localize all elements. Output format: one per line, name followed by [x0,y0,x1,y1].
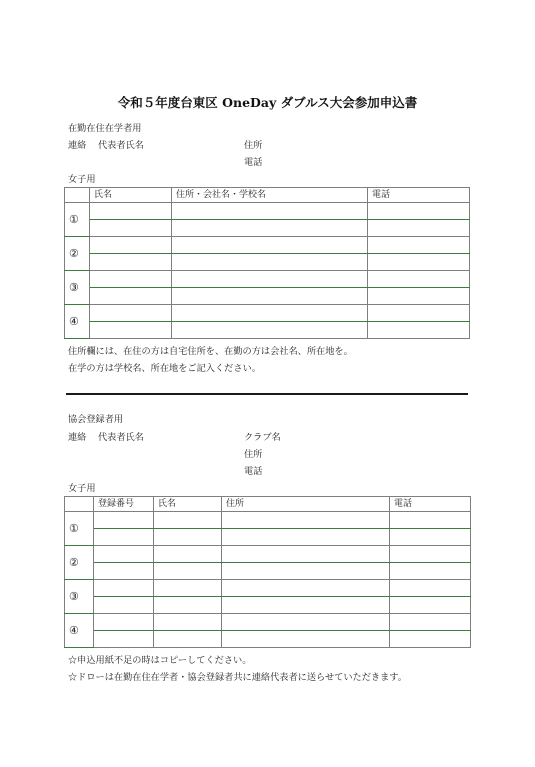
address-cell[interactable] [172,305,368,322]
name-cell[interactable] [90,271,172,288]
name-cell[interactable] [90,288,172,305]
section1-address-label: 住所 [244,140,263,151]
address-cell[interactable] [172,203,368,220]
phone-cell[interactable] [390,614,471,631]
header-blank [65,188,90,203]
phone-cell[interactable] [390,631,471,648]
header-name: 氏名 [154,497,222,512]
header-address: 住所 [222,497,390,512]
section2-table [64,496,471,648]
section2-contact-label: 連絡 [68,432,87,443]
section1-phone-label: 電話 [244,157,263,168]
section1-rep-label: 代表者氏名 [98,140,144,151]
phone-cell[interactable] [368,203,470,220]
row-number-1: ① [65,512,94,546]
section1-contact-label: 連絡 [68,140,87,151]
section-divider [66,393,468,395]
section2-address-label: 住所 [244,449,263,460]
phone-cell[interactable] [390,529,471,546]
address-cell[interactable] [222,631,390,648]
row-number-1: ① [65,203,90,237]
phone-cell[interactable] [390,580,471,597]
address-cell[interactable] [172,271,368,288]
section1-note-2: 在学の方は学校名、所在地をご記入ください。 [68,363,261,374]
name-cell[interactable] [154,546,222,563]
phone-cell[interactable] [368,271,470,288]
registration-number-cell[interactable] [94,563,154,580]
name-cell[interactable] [154,580,222,597]
section2-club-label: クラブ名 [244,432,281,443]
section2-note-1: ☆申込用紙不足の時はコピーしてください。 [68,655,252,666]
phone-cell[interactable] [368,220,470,237]
section1-heading: 在勤在住在学者用 [68,123,142,134]
phone-cell[interactable] [390,512,471,529]
row-number-3: ③ [65,580,94,614]
registration-number-cell[interactable] [94,529,154,546]
phone-cell[interactable] [368,254,470,271]
name-cell[interactable] [154,512,222,529]
phone-cell[interactable] [368,288,470,305]
header-phone: 電話 [390,497,471,512]
section1-table [64,187,470,339]
address-cell[interactable] [222,597,390,614]
address-cell[interactable] [172,237,368,254]
name-cell[interactable] [154,529,222,546]
registration-number-cell[interactable] [94,580,154,597]
address-cell[interactable] [172,322,368,339]
section2-phone-label: 電話 [244,466,263,477]
registration-number-cell[interactable] [94,631,154,648]
header-phone: 電話 [368,188,470,203]
section1-women-label: 女子用 [68,174,96,185]
name-cell[interactable] [90,322,172,339]
address-cell[interactable] [222,529,390,546]
name-cell[interactable] [90,254,172,271]
form-title: 令和５年度台東区 OneDay ダブルス大会参加申込書 [117,95,418,110]
name-cell[interactable] [90,203,172,220]
row-number-2: ② [65,237,90,271]
section2-header-row [65,497,471,512]
address-cell[interactable] [172,288,368,305]
address-cell[interactable] [172,220,368,237]
phone-cell[interactable] [390,563,471,580]
address-cell[interactable] [222,512,390,529]
phone-cell[interactable] [368,322,470,339]
address-cell[interactable] [172,254,368,271]
registration-number-cell[interactable] [94,512,154,529]
name-cell[interactable] [154,614,222,631]
name-cell[interactable] [154,563,222,580]
section2-rep-label: 代表者氏名 [98,432,144,443]
phone-cell[interactable] [390,597,471,614]
row-number-4: ④ [65,305,90,339]
registration-number-cell[interactable] [94,614,154,631]
header-blank [65,497,94,512]
address-cell[interactable] [222,614,390,631]
phone-cell[interactable] [368,305,470,322]
header-address: 住所・会社名・学校名 [172,188,368,203]
name-cell[interactable] [154,631,222,648]
name-cell[interactable] [90,220,172,237]
registration-number-cell[interactable] [94,597,154,614]
name-cell[interactable] [90,305,172,322]
name-cell[interactable] [90,237,172,254]
section2-women-label: 女子用 [68,483,96,494]
section1-header-row [65,188,470,203]
address-cell[interactable] [222,580,390,597]
address-cell[interactable] [222,546,390,563]
name-cell[interactable] [154,597,222,614]
section1-note-1: 住所欄には、在住の方は自宅住所を、在勤の方は会社名、所在地を。 [68,346,353,357]
row-number-4: ④ [65,614,94,648]
phone-cell[interactable] [390,546,471,563]
address-cell[interactable] [222,563,390,580]
row-number-2: ② [65,546,94,580]
header-registration-number: 登録番号 [94,497,154,512]
header-name: 氏名 [90,188,172,203]
section2-heading: 協会登録者用 [68,414,124,425]
phone-cell[interactable] [368,237,470,254]
section2-note-2: ☆ドローは在勤在住在学者・協会登録者共に連絡代表者に送らせていただきます。 [68,672,407,683]
registration-number-cell[interactable] [94,546,154,563]
row-number-3: ③ [65,271,90,305]
